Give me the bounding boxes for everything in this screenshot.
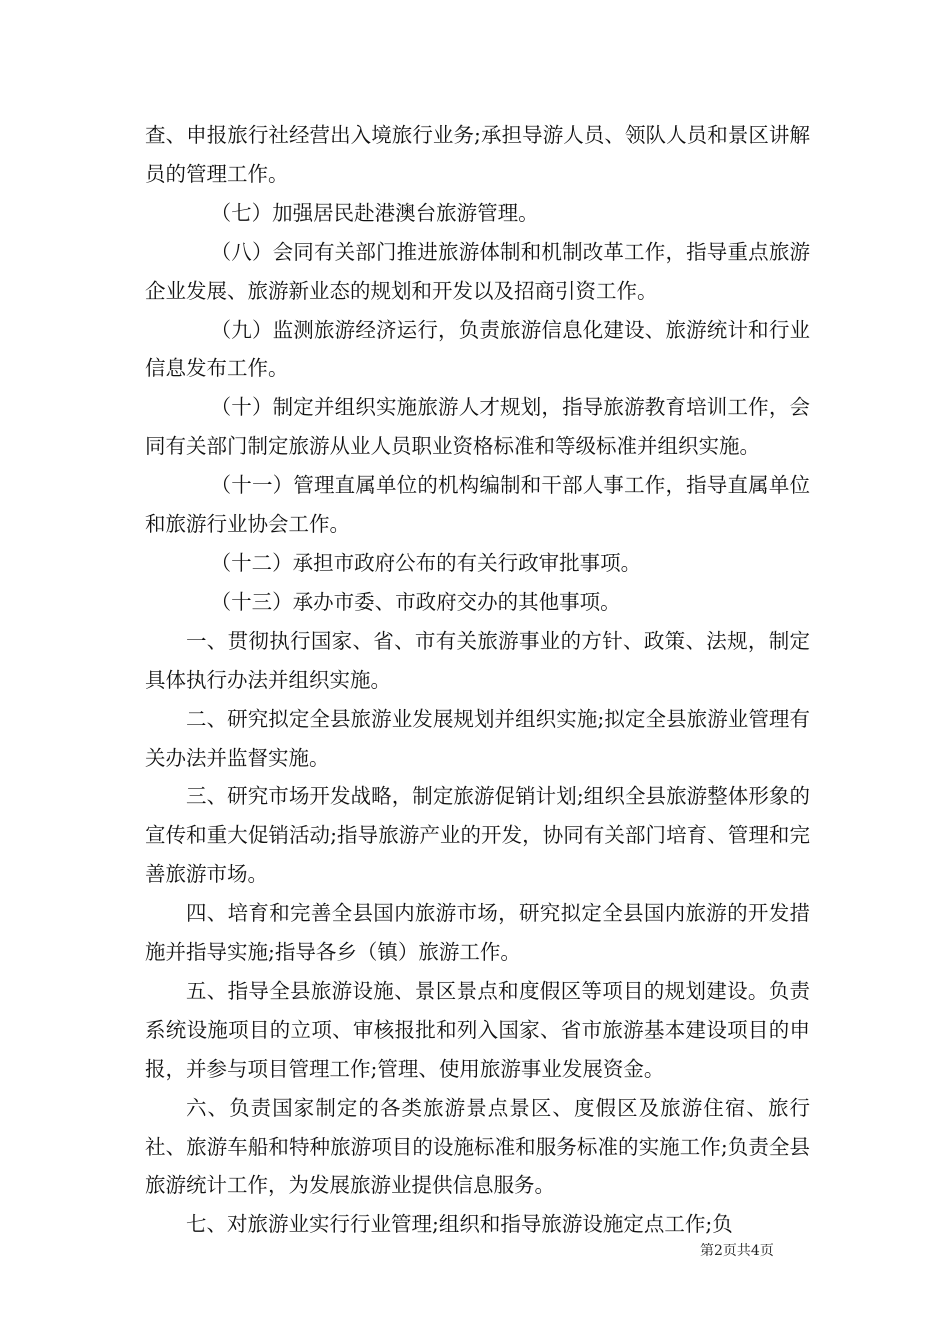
paragraph: 查、申报旅行社经营出入境旅行业务;承担导游人员、领队人员和景区讲解员的管理工作。 xyxy=(145,123,810,186)
paragraph: （七）加强居民赴港澳台旅游管理。 xyxy=(210,200,539,225)
paragraph: （十一）管理直属单位的机构编制和干部人事工作，指导直属单位和旅游行业协会工作。 xyxy=(145,473,810,537)
paragraph: 五、指导全县旅游设施、景区景点和度假区等项目的规划建设。负责系统设施项目的立项、审核报批和列入国家、省市旅游基本建设项目的申报，并参与项目管理工作;管理、使用旅游事业发展资金。 xyxy=(145,978,810,1081)
paragraph: 二、研究拟定全县旅游业发展规划并组织实施;拟定全县旅游业管理有关办法并监督实施。 xyxy=(145,706,810,770)
paragraph: 三、研究市场开发战略，制定旅游促销计划;组织全县旅游整体形象的宣传和重大促销活动;指导旅游产业的开发，协同有关部门培育、管理和完善旅游市场。 xyxy=(145,784,810,887)
paragraph: （八）会同有关部门推进旅游体制和机制改革工作，指导重点旅游企业发展、旅游新业态的规划和开发以及招商引资工作。 xyxy=(145,239,810,303)
paragraph: （九）监测旅游经济运行，负责旅游信息化建设、旅游统计和行业信息发布工作。 xyxy=(145,317,810,381)
paragraph: 七、对旅游业实行行业管理;组织和指导旅游设施定点工作;负 xyxy=(186,1212,733,1237)
paragraph: 六、负责国家制定的各类旅游景点景区、度假区及旅游住宿、旅行社、旅游车船和特种旅游项目的设施标准和服务标准的实施工作;负责全县旅游统计工作，为发展旅游业提供信息服务。 xyxy=(145,1095,810,1198)
paragraph: （十）制定并组织实施旅游人才规划，指导旅游教育培训工作，会同有关部门制定旅游从业人员职业资格标准和等级标准并组织实施。 xyxy=(145,395,810,459)
paragraph: 一、贯彻执行国家、省、市有关旅游事业的方针、政策、法规，制定具体执行办法并组织实施。 xyxy=(145,628,810,692)
paragraph: （十二）承担市政府公布的有关行政审批事项。 xyxy=(210,550,642,575)
paragraph: 四、培育和完善全县国内旅游市场，研究拟定全县国内旅游的开发措施并指导实施;指导各乡（镇）旅游工作。 xyxy=(145,901,810,965)
page-number: 第2页共4页 xyxy=(700,1243,774,1259)
paragraph: （十三）承办市委、市政府交办的其他事项。 xyxy=(210,589,621,614)
document-body xyxy=(145,116,810,1244)
